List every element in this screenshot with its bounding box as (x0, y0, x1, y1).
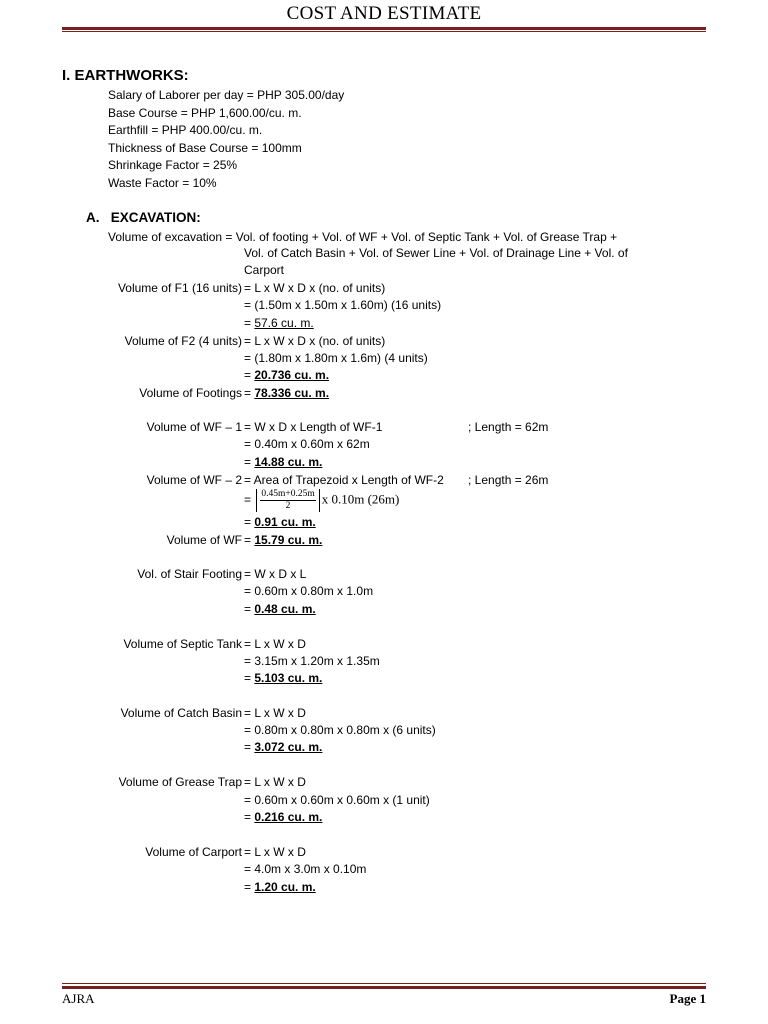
grease-label: Volume of Grease Trap (118, 775, 242, 789)
wf1-formula: = W x D x Length of WF-1 (244, 420, 383, 434)
carport-label: Volume of Carport (145, 845, 242, 859)
septic-substitution: = 3.15m x 1.20m x 1.35m (244, 654, 380, 668)
fraction-denominator: 2 (285, 501, 291, 511)
wf-equals: = (244, 533, 255, 547)
grease-formula: = L x W x D (244, 775, 306, 789)
f2-result: 20.736 cu. m. (254, 368, 330, 382)
stair-label: Vol. of Stair Footing (137, 567, 242, 581)
septic-equals: = (244, 671, 255, 685)
f2-label: Volume of F2 (4 units) (124, 334, 242, 348)
excavation-formula-line2: Vol. of Catch Basin + Vol. of Sewer Line + Vol. of Drainage Line + Vol. of (244, 246, 628, 260)
section-heading: I. EARTHWORKS: (62, 67, 189, 84)
footer-author: AJRA (62, 991, 95, 1006)
param-earthfill: Earthfill = PHP 400.00/cu. m. (108, 123, 263, 137)
carport-formula: = L x W x D (244, 845, 306, 859)
wf1-substitution: = 0.40m x 0.60m x 62m (244, 437, 370, 451)
f1-label: Volume of F1 (16 units) (117, 281, 242, 295)
septic-result-line (244, 671, 322, 685)
f1-formula: = L x W x D x (no. of units) (244, 281, 386, 295)
septic-label: Volume of Septic Tank (123, 637, 242, 651)
f2-result-line (244, 368, 329, 382)
header-rule-thin (62, 31, 706, 32)
wf-label: Volume of WF (166, 533, 242, 547)
footings-equals: = (244, 386, 255, 400)
catch-label: Volume of Catch Basin (120, 706, 242, 720)
wf1-equals: = (244, 455, 255, 469)
stair-result-line (244, 602, 316, 616)
grease-substitution: = 0.60m x 0.60m x 0.60m x (1 unit) (244, 793, 430, 807)
footer-page-number: Page 1 (669, 991, 706, 1006)
carport-result: 1.20 cu. m. (254, 880, 316, 894)
footings-label: Volume of Footings (139, 386, 242, 400)
excavation-label: Volume of excavation = (108, 230, 236, 244)
f2-formula: = L x W x D x (no. of units) (244, 334, 386, 348)
f2-substitution: = (1.80m x 1.80m x 1.6m) (4 units) (244, 351, 428, 365)
carport-equals: = (244, 880, 255, 894)
footer-rule-thick (62, 986, 706, 989)
excavation-formula-line1 (108, 230, 617, 244)
stair-formula: = W x D x L (244, 567, 307, 581)
septic-result: 5.103 cu. m. (254, 671, 323, 685)
wf1-length-note: ; Length = 62m (468, 420, 549, 434)
trapezoid-fraction (256, 489, 319, 512)
stair-result: 0.48 cu. m. (254, 602, 316, 616)
catch-result: 3.072 cu. m. (254, 740, 323, 754)
excavation-formula-line3: Carport (244, 263, 285, 277)
grease-result: 0.216 cu. m. (254, 810, 323, 824)
wf2-equals: = (244, 515, 255, 529)
wf1-result: 14.88 cu. m. (254, 455, 323, 469)
catch-equals: = (244, 740, 255, 754)
septic-formula: = L x W x D (244, 637, 306, 651)
carport-result-line (244, 880, 316, 894)
footer-rule-thin (62, 983, 706, 984)
footings-result: 78.336 cu. m. (254, 386, 330, 400)
wf2-equals-prefix: = (244, 492, 255, 507)
wf2-formula: = Area of Trapezoid x Length of WF-2 (244, 473, 444, 487)
wf2-multiplier: x 0.10m (26m) (321, 491, 400, 507)
wf-result: 15.79 cu. m. (254, 533, 323, 547)
f1-equals: = (244, 316, 255, 330)
f1-result-line (244, 316, 314, 330)
param-shrinkage: Shrinkage Factor = 25% (108, 158, 238, 172)
fraction-numerator: 0.45m+0.25m (261, 489, 315, 499)
wf2-result-line (244, 515, 316, 529)
wf1-label: Volume of WF – 1 (146, 420, 242, 434)
carport-substitution: = 4.0m x 3.0m x 0.10m (244, 862, 367, 876)
f2-equals: = (244, 368, 255, 382)
grease-result-line (244, 810, 322, 824)
stair-substitution: = 0.60m x 0.80m x 1.0m (244, 584, 374, 598)
f1-result: 57.6 cu. m. (254, 316, 314, 330)
param-laborer-salary: Salary of Laborer per day = PHP 305.00/day (108, 88, 345, 102)
wf2-length-note: ; Length = 26m (468, 473, 549, 487)
param-thickness: Thickness of Base Course = 100mm (108, 141, 302, 155)
header-rule-thick (62, 27, 706, 30)
param-waste: Waste Factor = 10% (108, 176, 217, 190)
wf-result-line (244, 533, 322, 547)
excavation-expression: Vol. of footing + Vol. of WF + Vol. of Septic Tank + Vol. of Grease Trap + (235, 230, 618, 244)
catch-substitution: = 0.80m x 0.80m x 0.80m x (6 units) (244, 723, 436, 737)
page-title: COST AND ESTIMATE (286, 3, 482, 24)
f1-substitution: = (1.50m x 1.50m x 1.60m) (16 units) (244, 298, 442, 312)
stair-equals: = (244, 602, 255, 616)
wf2-label: Volume of WF – 2 (146, 473, 242, 487)
footings-result-line (244, 386, 329, 400)
wf1-result-line (244, 455, 322, 469)
wf2-substitution (244, 489, 399, 512)
wf2-result: 0.91 cu. m. (254, 515, 316, 529)
catch-result-line (244, 740, 322, 754)
catch-formula: = L x W x D (244, 706, 306, 720)
sub-heading-excavation: A. EXCAVATION: (86, 210, 201, 225)
grease-equals: = (244, 810, 255, 824)
param-base-course: Base Course = PHP 1,600.00/cu. m. (108, 106, 302, 120)
